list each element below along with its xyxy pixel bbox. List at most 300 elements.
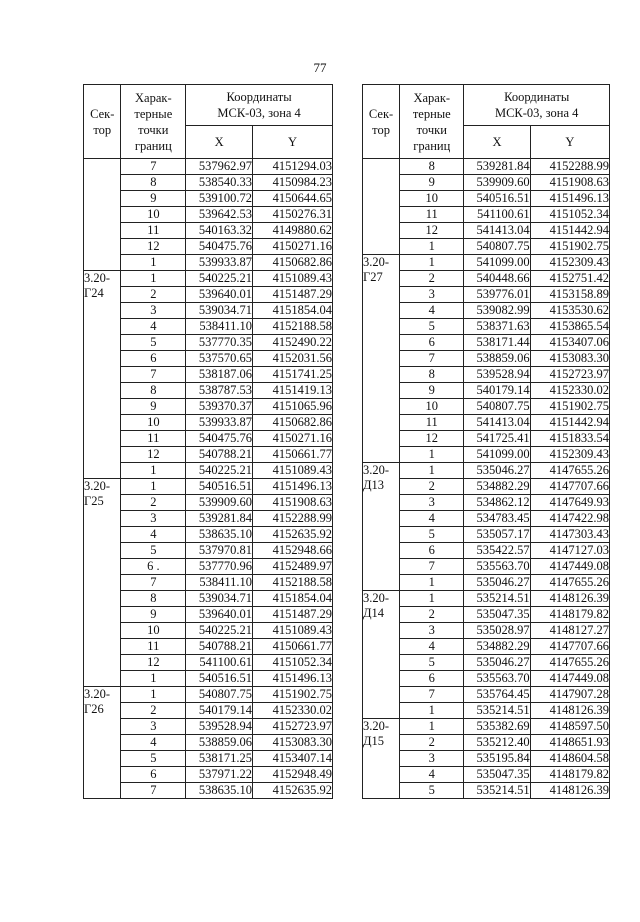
table-row: [84, 591, 333, 607]
sector-label: 3.20- Д13: [363, 463, 390, 492]
header-sector: [84, 85, 121, 159]
point-cell: 7: [400, 351, 464, 367]
table-row: [363, 607, 610, 623]
table-row: [84, 159, 333, 175]
x-coordinate-cell: 534882.29: [464, 639, 530, 655]
header-coords: [186, 85, 333, 126]
x-coordinate-cell: 541413.04: [464, 415, 530, 431]
x-coordinate-cell: 537770.35: [186, 335, 253, 351]
y-coordinate-cell: 4153083.30: [253, 735, 333, 751]
y-coordinate-cell: 4147303.43: [530, 527, 609, 543]
table-row: [363, 575, 610, 591]
table-row: [363, 479, 610, 495]
y-coordinate-cell: 4151833.54: [530, 431, 609, 447]
table-row: [363, 591, 610, 607]
point-cell: 9: [121, 399, 186, 415]
header-coords-text: Координаты МСК-03, зона 4: [217, 90, 301, 120]
x-coordinate-cell: 535764.45: [464, 687, 530, 703]
point-cell: 4: [400, 639, 464, 655]
table-row: [363, 431, 610, 447]
sector-cell: [84, 687, 121, 799]
sector-label: 3.20- Г26: [84, 687, 111, 716]
table-row: [363, 623, 610, 639]
point-cell: 9: [400, 383, 464, 399]
point-cell: 11: [121, 639, 186, 655]
point-cell: 7: [121, 159, 186, 175]
x-coordinate-cell: 534862.12: [464, 495, 530, 511]
y-coordinate-cell: 4147655.26: [530, 575, 609, 591]
header-y: Y: [530, 126, 609, 159]
y-coordinate-cell: 4151854.04: [253, 591, 333, 607]
y-coordinate-cell: 4151052.34: [253, 655, 333, 671]
x-coordinate-cell: 537970.81: [186, 543, 253, 559]
x-coordinate-cell: 535046.27: [464, 463, 530, 479]
sector-cell: [84, 271, 121, 479]
y-coordinate-cell: 4151908.63: [253, 495, 333, 511]
table-row: [84, 479, 333, 495]
y-coordinate-cell: 4152723.97: [530, 367, 609, 383]
x-coordinate-cell: 539034.71: [186, 591, 253, 607]
y-coordinate-cell: 4150271.16: [253, 239, 333, 255]
coordinates-table-right: [362, 84, 610, 799]
x-coordinate-cell: 540225.21: [186, 623, 253, 639]
x-coordinate-cell: 538635.10: [186, 527, 253, 543]
table-row: [363, 783, 610, 799]
y-coordinate-cell: 4152490.22: [253, 335, 333, 351]
x-coordinate-cell: 535028.97: [464, 623, 530, 639]
x-coordinate-cell: 539640.01: [186, 287, 253, 303]
x-coordinate-cell: 540788.21: [186, 639, 253, 655]
header-points: [121, 85, 186, 159]
point-cell: 8: [121, 175, 186, 191]
table-row: [84, 575, 333, 591]
x-coordinate-cell: 539642.53: [186, 207, 253, 223]
point-cell: 4: [400, 511, 464, 527]
point-cell: 2: [400, 735, 464, 751]
x-coordinate-cell: 538411.10: [186, 575, 253, 591]
sector-cell: [363, 463, 400, 591]
x-coordinate-cell: 535563.70: [464, 671, 530, 687]
y-coordinate-cell: 4151487.29: [253, 607, 333, 623]
y-coordinate-cell: 4151496.13: [530, 191, 609, 207]
point-cell: 6: [121, 351, 186, 367]
x-coordinate-cell: 539370.37: [186, 399, 253, 415]
y-coordinate-cell: 4153158.89: [530, 287, 609, 303]
table-row: [84, 639, 333, 655]
point-cell: 8: [121, 383, 186, 399]
point-cell: 2: [400, 607, 464, 623]
table-row: [84, 271, 333, 287]
x-coordinate-cell: 540475.76: [186, 239, 253, 255]
point-cell: 2: [121, 495, 186, 511]
x-coordinate-cell: 540788.21: [186, 447, 253, 463]
table-row: [84, 223, 333, 239]
table-row: [363, 463, 610, 479]
x-coordinate-cell: 535046.27: [464, 655, 530, 671]
y-coordinate-cell: 4153865.54: [530, 319, 609, 335]
y-coordinate-cell: 4152309.43: [530, 447, 609, 463]
point-cell: 5: [400, 783, 464, 799]
header-y: Y: [253, 126, 333, 159]
point-cell: 2: [121, 287, 186, 303]
point-cell: 6: [400, 335, 464, 351]
point-cell: 1: [121, 271, 186, 287]
y-coordinate-cell: 4147649.93: [530, 495, 609, 511]
table-row: [363, 639, 610, 655]
table-row: [363, 207, 610, 223]
point-cell: 10: [121, 207, 186, 223]
table-row: [84, 687, 333, 703]
x-coordinate-cell: 541099.00: [464, 255, 530, 271]
y-coordinate-cell: 4152948.66: [253, 543, 333, 559]
header-sector: [363, 85, 400, 159]
table-row: [84, 671, 333, 687]
header-x: X: [464, 126, 530, 159]
table-row: [84, 175, 333, 191]
y-coordinate-cell: 4152288.99: [253, 511, 333, 527]
y-coordinate-cell: 4153530.62: [530, 303, 609, 319]
x-coordinate-cell: 537971.22: [186, 767, 253, 783]
x-coordinate-cell: 540807.75: [186, 687, 253, 703]
table-row: [363, 287, 610, 303]
x-coordinate-cell: 534783.45: [464, 511, 530, 527]
table-row: [84, 255, 333, 271]
table-row: [84, 623, 333, 639]
point-cell: 11: [400, 207, 464, 223]
point-cell: 7: [400, 559, 464, 575]
y-coordinate-cell: 4150661.77: [253, 447, 333, 463]
sector-label: 3.20- Г25: [84, 479, 111, 508]
x-coordinate-cell: 540225.21: [186, 463, 253, 479]
x-coordinate-cell: 541413.04: [464, 223, 530, 239]
x-coordinate-cell: 539909.60: [464, 175, 530, 191]
x-coordinate-cell: 539528.94: [186, 719, 253, 735]
x-coordinate-cell: 539034.71: [186, 303, 253, 319]
header-points-text: Харак- терные точки границ: [134, 90, 173, 153]
point-cell: 5: [400, 655, 464, 671]
x-coordinate-cell: 535057.17: [464, 527, 530, 543]
point-cell: 12: [400, 223, 464, 239]
point-cell: 1: [400, 447, 464, 463]
point-cell: 3: [400, 287, 464, 303]
y-coordinate-cell: 4147655.26: [530, 655, 609, 671]
y-coordinate-cell: 4148127.27: [530, 623, 609, 639]
sector-label: 3.20- Д14: [363, 591, 390, 620]
x-coordinate-cell: 539933.87: [186, 255, 253, 271]
y-coordinate-cell: 4151854.04: [253, 303, 333, 319]
table-row: [363, 735, 610, 751]
point-cell: 5: [400, 527, 464, 543]
page-number: 77: [313, 60, 327, 75]
y-coordinate-cell: 4153083.30: [530, 351, 609, 367]
point-cell: 1: [400, 239, 464, 255]
y-coordinate-cell: 4152031.56: [253, 351, 333, 367]
y-coordinate-cell: 4151902.75: [530, 239, 609, 255]
table-row: [84, 303, 333, 319]
y-coordinate-cell: 4147707.66: [530, 639, 609, 655]
y-coordinate-cell: 4147422.98: [530, 511, 609, 527]
x-coordinate-cell: 538635.10: [186, 783, 253, 799]
table-row: [363, 703, 610, 719]
point-cell: 10: [121, 415, 186, 431]
x-coordinate-cell: 537770.96: [186, 559, 253, 575]
point-cell: 4: [121, 527, 186, 543]
table-row: [363, 559, 610, 575]
x-coordinate-cell: 539281.84: [464, 159, 530, 175]
point-cell: 3: [121, 719, 186, 735]
table-row: [84, 607, 333, 623]
x-coordinate-cell: 540475.76: [186, 431, 253, 447]
coordinates-table-left: [83, 84, 333, 799]
point-cell: 2: [400, 479, 464, 495]
point-cell: 11: [400, 415, 464, 431]
table-row: [363, 335, 610, 351]
table-row: [363, 351, 610, 367]
table-row: [84, 335, 333, 351]
table-row: [84, 783, 333, 799]
y-coordinate-cell: 4152751.42: [530, 271, 609, 287]
sector-cell: [363, 159, 400, 255]
y-coordinate-cell: 4151052.34: [530, 207, 609, 223]
table-row: [84, 719, 333, 735]
point-cell: 3: [121, 511, 186, 527]
y-coordinate-cell: 4152489.97: [253, 559, 333, 575]
table-row: [84, 367, 333, 383]
y-coordinate-cell: 4152288.99: [530, 159, 609, 175]
table-row: [84, 559, 333, 575]
point-cell: 8: [400, 367, 464, 383]
point-cell: 4: [121, 319, 186, 335]
y-coordinate-cell: 4152948.49: [253, 767, 333, 783]
point-cell: 3: [400, 751, 464, 767]
sector-label: 3.20- Д15: [363, 719, 390, 748]
point-cell: 6: [400, 671, 464, 687]
x-coordinate-cell: 540225.21: [186, 271, 253, 287]
y-coordinate-cell: 4147127.03: [530, 543, 609, 559]
table-row: [84, 703, 333, 719]
sector-cell: [84, 479, 121, 687]
point-cell: 12: [121, 447, 186, 463]
point-cell: 3: [400, 623, 464, 639]
y-coordinate-cell: 4151442.94: [530, 415, 609, 431]
x-coordinate-cell: 538859.06: [464, 351, 530, 367]
table-row: [84, 735, 333, 751]
point-cell: 8: [400, 159, 464, 175]
y-coordinate-cell: 4152635.92: [253, 527, 333, 543]
x-coordinate-cell: 535214.51: [464, 703, 530, 719]
point-cell: 5: [121, 543, 186, 559]
y-coordinate-cell: 4152635.92: [253, 783, 333, 799]
point-cell: 5: [121, 751, 186, 767]
table-row: [84, 463, 333, 479]
x-coordinate-cell: 541100.61: [186, 655, 253, 671]
table-row: [84, 543, 333, 559]
header-coords-text: Координаты МСК-03, зона 4: [494, 90, 579, 120]
x-coordinate-cell: 537962.97: [186, 159, 253, 175]
point-cell: 9: [400, 175, 464, 191]
point-cell: 7: [121, 783, 186, 799]
table-row: [363, 159, 610, 175]
table-row: [363, 303, 610, 319]
y-coordinate-cell: 4151902.75: [530, 399, 609, 415]
table-row: [84, 287, 333, 303]
sector-cell: [363, 255, 400, 463]
x-coordinate-cell: 541725.41: [464, 431, 530, 447]
y-coordinate-cell: 4148597.50: [530, 719, 609, 735]
point-cell: 3: [121, 303, 186, 319]
x-coordinate-cell: 538859.06: [186, 735, 253, 751]
header-points-text: Харак- терные точки границ: [412, 90, 451, 153]
header-coords: [464, 85, 610, 126]
table-row: [84, 495, 333, 511]
point-cell: 11: [121, 223, 186, 239]
x-coordinate-cell: 540163.32: [186, 223, 253, 239]
point-cell: 12: [121, 655, 186, 671]
y-coordinate-cell: 4151741.25: [253, 367, 333, 383]
table-row: [363, 447, 610, 463]
table-row: [84, 767, 333, 783]
y-coordinate-cell: 4150661.77: [253, 639, 333, 655]
table-row: [363, 191, 610, 207]
point-cell: 12: [400, 431, 464, 447]
header-x: X: [186, 126, 253, 159]
table-row: [363, 367, 610, 383]
point-cell: 5: [400, 319, 464, 335]
x-coordinate-cell: 540807.75: [464, 239, 530, 255]
y-coordinate-cell: 4153407.06: [530, 335, 609, 351]
table-row: [363, 687, 610, 703]
table-row: [84, 207, 333, 223]
point-cell: 6: [121, 767, 186, 783]
point-cell: 10: [121, 623, 186, 639]
table-row: [84, 655, 333, 671]
point-cell: 1: [400, 591, 464, 607]
y-coordinate-cell: 4147655.26: [530, 463, 609, 479]
table-row: [363, 719, 610, 735]
y-coordinate-cell: 4150644.65: [253, 191, 333, 207]
point-cell: 1: [400, 255, 464, 271]
table-row: [84, 447, 333, 463]
x-coordinate-cell: 539909.60: [186, 495, 253, 511]
x-coordinate-cell: 538187.06: [186, 367, 253, 383]
point-cell: 2: [400, 271, 464, 287]
x-coordinate-cell: 538411.10: [186, 319, 253, 335]
table-row: [363, 767, 610, 783]
point-cell: 4: [121, 735, 186, 751]
y-coordinate-cell: 4152723.97: [253, 719, 333, 735]
y-coordinate-cell: 4148179.82: [530, 767, 609, 783]
x-coordinate-cell: 539640.01: [186, 607, 253, 623]
point-cell: 1: [121, 671, 186, 687]
y-coordinate-cell: 4151902.75: [253, 687, 333, 703]
table-row: [84, 511, 333, 527]
y-coordinate-cell: 4151089.43: [253, 623, 333, 639]
table-row: [363, 383, 610, 399]
point-cell: 1: [400, 703, 464, 719]
y-coordinate-cell: 4148126.39: [530, 591, 609, 607]
y-coordinate-cell: 4148126.39: [530, 783, 609, 799]
x-coordinate-cell: 535422.57: [464, 543, 530, 559]
y-coordinate-cell: 4151496.13: [253, 479, 333, 495]
table-row: [84, 431, 333, 447]
header-points: [400, 85, 464, 159]
point-cell: 2: [121, 703, 186, 719]
x-coordinate-cell: 537570.65: [186, 351, 253, 367]
table-row: [363, 415, 610, 431]
x-coordinate-cell: 540179.14: [464, 383, 530, 399]
point-cell: 9: [121, 607, 186, 623]
y-coordinate-cell: 4147449.08: [530, 559, 609, 575]
point-cell: 1: [121, 255, 186, 271]
point-cell: 4: [400, 767, 464, 783]
table-row: [363, 319, 610, 335]
x-coordinate-cell: 535047.35: [464, 607, 530, 623]
table-row: [363, 223, 610, 239]
table-row: [84, 415, 333, 431]
x-coordinate-cell: 539776.01: [464, 287, 530, 303]
table-row: [363, 399, 610, 415]
point-cell: 1: [400, 719, 464, 735]
point-cell: 5: [121, 335, 186, 351]
point-cell: 11: [121, 431, 186, 447]
table-row: [363, 495, 610, 511]
table-row: [363, 527, 610, 543]
x-coordinate-cell: 541100.61: [464, 207, 530, 223]
table-row: [363, 751, 610, 767]
y-coordinate-cell: 4151419.13: [253, 383, 333, 399]
y-coordinate-cell: 4152330.02: [530, 383, 609, 399]
x-coordinate-cell: 539082.99: [464, 303, 530, 319]
x-coordinate-cell: 535214.51: [464, 591, 530, 607]
point-cell: 1: [400, 463, 464, 479]
x-coordinate-cell: 535046.27: [464, 575, 530, 591]
table-row: [363, 655, 610, 671]
point-cell: 1: [121, 463, 186, 479]
x-coordinate-cell: 535195.84: [464, 751, 530, 767]
y-coordinate-cell: 4150276.31: [253, 207, 333, 223]
point-cell: 4: [400, 303, 464, 319]
y-coordinate-cell: 4150984.23: [253, 175, 333, 191]
y-coordinate-cell: 4151089.43: [253, 271, 333, 287]
point-cell: 7: [400, 687, 464, 703]
sector-label: 3.20- Г27: [363, 255, 390, 284]
x-coordinate-cell: 538787.53: [186, 383, 253, 399]
table-row: [363, 271, 610, 287]
point-cell: 10: [400, 191, 464, 207]
y-coordinate-cell: 4150271.16: [253, 431, 333, 447]
table-row: [363, 671, 610, 687]
x-coordinate-cell: 540807.75: [464, 399, 530, 415]
y-coordinate-cell: 4147907.28: [530, 687, 609, 703]
table-row: [363, 239, 610, 255]
y-coordinate-cell: 4149880.62: [253, 223, 333, 239]
point-cell: 6: [400, 543, 464, 559]
x-coordinate-cell: 535563.70: [464, 559, 530, 575]
y-coordinate-cell: 4148179.82: [530, 607, 609, 623]
y-coordinate-cell: 4147707.66: [530, 479, 609, 495]
point-cell: 8: [121, 591, 186, 607]
point-cell: 10: [400, 399, 464, 415]
point-cell: 3: [400, 495, 464, 511]
x-coordinate-cell: 539100.72: [186, 191, 253, 207]
x-coordinate-cell: 538171.44: [464, 335, 530, 351]
table-row: [84, 527, 333, 543]
x-coordinate-cell: 539933.87: [186, 415, 253, 431]
point-cell: 9: [121, 191, 186, 207]
y-coordinate-cell: 4150682.86: [253, 255, 333, 271]
y-coordinate-cell: 4151442.94: [530, 223, 609, 239]
x-coordinate-cell: 540516.51: [186, 479, 253, 495]
